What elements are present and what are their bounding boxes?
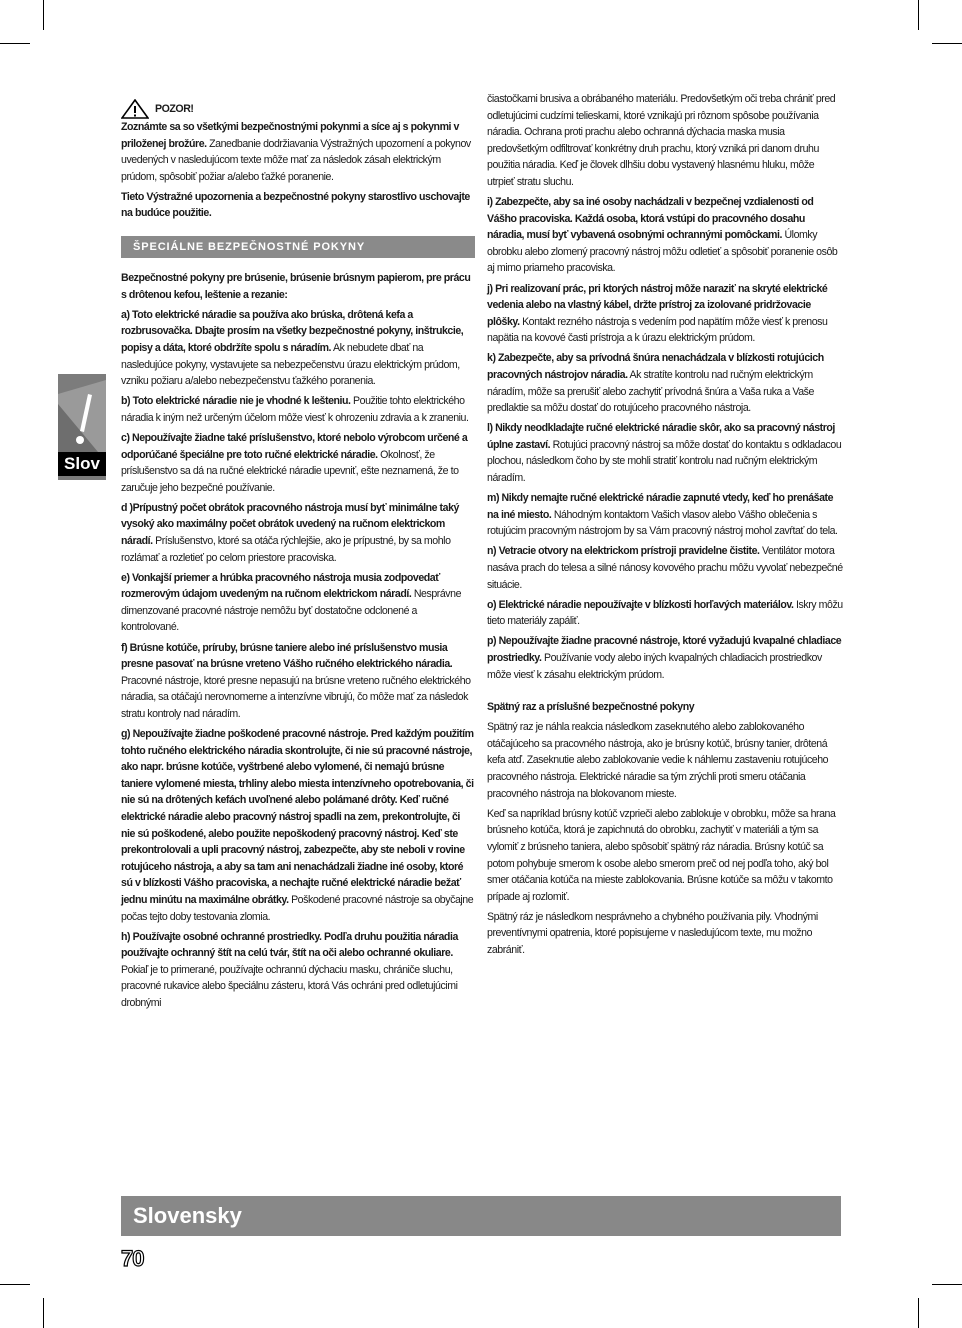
instruction-item: b) Toto elektrické náradie nie je vhodné k lešteniu. Použitie tohto elektrického náradia k iným než určeným účelom môže viesť k ohrozeniu zdravia a k zraneniu.	[121, 395, 469, 424]
instruction-item: p) Nepoužívajte žiadne pracovné nástroje, ktoré vyžadujú kvapalné chladiace prostriedky. Používanie vody alebo iných kvapalných chladiacich prostriedkov môže viesť k zásahu elektrickým prúdom.	[487, 635, 842, 681]
left-column	[121, 99, 475, 1015]
page-number: 70	[121, 1246, 144, 1271]
instruction-item: h) Používajte osobné ochranné prostriedky. Podľa druhu použitia náradia používajte ochranný štít na celú tvár, štít na oči alebo ochranné okuliare. Pokiaľ je to primerané, používajte ochrannú dýchaciu masku, chrániče sluchu, pracovné rukavice alebo špeciálnu zásteru, ktorá Vás ochráni pred odletujúcimi drobnými	[121, 930, 458, 1009]
instruction-item: d )Prípustný počet obrátok pracovného nástroja musí byť minimálne taký vysoký ako maximálny počet obrátok uvedený na ručnom elektrickom náradí. Príslušenstvo, ktoré sa otáča rýchlejšie, ako je prípustné, by sa mohlo rozlámať a rozletieť po celom priestore pracoviska.	[121, 501, 459, 564]
instruction-item: m) Nikdy nemajte ručné elektrické náradie zapnuté vtedy, keď ho prenášate na iné miesto. Náhodným kontaktom Vašich vlasov alebo Vášho oblečenia s rotujúcim pracovným nástrojom by sa Vám pracovný nástroj mohol zavŕtať do tela.	[487, 492, 838, 538]
crop-mark	[0, 1284, 30, 1285]
kickback-paragraph: Keď sa napríklad brúsny kotúč vzprieči alebo zablokuje v obrobku, môže sa hrana brúsneho kotúča, ktorá je zapichnutá do obrobku, zachytiť v materiáli a tým sa vylomiť z brúsneho taniera, alebo spôsobiť spätný ráz náradia. Brúsny kotúč sa potom pohybuje smerom k osobe alebo smerom preč od nej podľa toho, aký bol smer otáčania kotúča na mieste zablokovania. Brúsne kotúče sa môžu v takomto prípade aj rozlomiť.	[487, 807, 836, 903]
instruction-item: Bezpečnostné pokyny pre brúsenie, brúsenie brúsnym papierom, pre prácu s drôtenou kefou, leštenie a rezanie:	[121, 272, 471, 301]
crop-mark	[932, 43, 962, 44]
instruction-item: j) Pri realizovaní prác, pri ktorých nástroj môže naraziť na skryté elektrické vedenia alebo na vlastný kábel, držte prístroj za izolované pridržovacie plôšky. Kontakt rezného nástroja s vedením pod napätím môže viesť k prenosu napätia na kovové časti prístroja a k úrazu elektrickým prúdom.	[487, 282, 828, 345]
instruction-item: čiastočkami brusiva a obrábaného materiálu. Predovšetkým oči treba chrániť pred odletujúcimi cudzími telieskami, ktoré vznikajú pri rôznom spôsobe používania náradia. Ochrana proti prachu alebo ochranná dýchacia maska musia predovšetkým odfiltrovať konkrétny druh prachu, ktorý vzniká pri danom druhu použitia náradia. Keď je človek dlhšiu dobu vystavený hlasnému hluku, môže utrpieť stratu sluchu.	[487, 93, 836, 188]
kickback-paragraph: Spätný ráz je následkom nesprávneho a chybného používania pily. Vhodnými preventívnymi opatrenia, ktoré popisujeme v nasledujúcom texte, mu možno zabrániť.	[487, 910, 818, 956]
kickback-title: Spätný raz a príslušné bezpečnostné pokyny	[487, 701, 695, 714]
warning-title: POZOR!	[155, 102, 194, 115]
instruction-item: k) Zabezpečte, aby sa prívodná šnúra nenachádzala v blízkosti rotujúcich pracovných nástrojov náradia. Ak stratíte kontrolu nad ručným elektrickým náradím, môže sa prerušiť alebo zachytiť prívodná šnúra a Vaša ruka a Vaše predlaktie sa môžu dostať do rotujúceho pracovného nástroja.	[487, 352, 824, 415]
instruction-item: a) Toto elektrické náradie sa používa ako brúska, drôtená kefa a rozbrusovačka. Dbajte prosím na všetky bezpečnostné pokyny, inštrukcie, popisy a dáta, ktoré obdržíte spolu s náradím. Ak nebudete dbať na nasledujúce pokyny, vystavujete sa nebezpečenstvu úrazu elektrickým prúdom, vzniku požiaru a/alebo nebezpečenstvu ťažkého poranenia.	[121, 308, 464, 388]
crop-mark	[43, 0, 44, 30]
right-items	[487, 91, 843, 683]
side-tab	[58, 374, 106, 480]
footer-language-bar: Slovensky	[121, 1196, 841, 1236]
crop-mark	[0, 43, 30, 44]
section-title: ŠPECIÁLNE BEZPEČNOSTNÉ POKYNY	[121, 236, 475, 258]
right-column	[487, 91, 843, 962]
instruction-item: f) Brúsne kotúče, príruby, brúsne taniere alebo iné príslušenstvo musia presne pasovať na brúsne vreteno Vášho ručného elektrického náradia. Pracovné nástroje, ktoré presne nepasujú na brúsne vreteno ručného elektrického náradia, sa otáčajú nerovnomerne a intenzívne vibrujú, čo môže mať za následok stratu kontroly nad náradím.	[121, 641, 471, 720]
instruction-item: l) Nikdy neodkladajte ručné elektrické náradie skôr, ako sa pracovný nástroj úplne zastaví. Rotujúci pracovný nástroj sa môže dostať do kontaktu s odkladacou plochou, následkom čoho by ste mohli stratiť kontrolu nad ručným elektrickým náradím.	[487, 422, 842, 485]
crop-mark	[43, 1298, 44, 1328]
instruction-item: i) Zabezpečte, aby sa iné osoby nachádzali v bezpečnej vzdialenosti od Vášho pracoviska. Každá osoba, ktorá vstúpi do pracovného dosahu náradia, musí byť vybavená osobnými ochrannými pomôckami. Úlomky obrobku alebo zlomený pracovný nástroj môžu odletieť a spôsobiť poranenie osôb aj mimo priameho pracoviska.	[487, 196, 838, 275]
kickback-paragraph: Spätný raz je náhla reakcia následkom zaseknutého alebo zablokovaného otáčajúceho sa pracovného nástroja, ako je brúsny kotúč, brúsny tanier, drôtená kefa atď. Zaseknutie alebo zablokovanie vedie k náhlemu zastaveniu rotujúceho pracovného nástroja. Elektrické náradie sa tým zrýchli proti smeru otáčania pracovného nástroja na blokovanom mieste.	[487, 721, 829, 800]
instruction-item: g) Nepoužívajte žiadne poškodené pracovné nástroje. Pred každým použitím tohto ručného elektrického náradia skontrolujte, či nie sú pracovné nástroje, ako napr. brúsne kotúče, vyštrbené alebo vylomené, či nemajú brúsne taniere vylomené miesta, trhliny alebo miesta intenzívneho opotrebovania, či nie sú na drôtených kefách uvoľnené alebo polámané drôty. Keď ručné elektrické náradie alebo pracovný nástroj spadli na zem, prekontrolujte, či nie sú poškodené, alebo použite nepoškodený pracovný nástroj. Keď ste prekontrolovali a upli pracovný nástroj, zabezpečte, aby ste neboli v rovine rotujúceho nástroja, a aby sa tam ani nenachádzali žiadne iné osoby, ktoré sú v blízkosti Vášho pracoviska, a nechajte ručné elektrické náradie bežať jednu minútu na maximálne obrátky. Poškodené pracovné nástroje sa obyčajne počas tejto doby testovania zlomia.	[121, 728, 474, 923]
instruction-item: o) Elektrické náradie nepoužívajte v blízkosti horľavých materiálov. Iskry môžu tieto materiály zapáliť.	[487, 598, 843, 628]
crop-mark	[918, 1298, 919, 1328]
crop-mark	[932, 1284, 962, 1285]
warning-triangle-icon	[121, 99, 149, 119]
warning-icon	[58, 374, 106, 452]
instruction-item: e) Vonkajší priemer a hrúbka pracovného nástroja musia zodpovedať rozmerovým údajom uvedeným na ručnom elektrickom náradí. Nesprávne dimenzované pracovné nástroje nemôžu byť dostatočne odclonené a kontrolované.	[121, 571, 462, 634]
kickback-paragraphs	[487, 719, 843, 958]
left-items	[121, 270, 475, 1012]
warning-header	[121, 99, 475, 119]
crop-mark	[918, 0, 919, 30]
warning-intro: Zoznámte sa so všetkými bezpečnostnými pokynmi a síce aj s pokynmi v priloženej brožúre. Zanedbanie dodržiavania Výstražných upozornení a pokynov uvedených v nasledujúcom texte môže mať za následok zásah elektrickým prúdom, spôsobiť požiar a/alebo ťažké poranenie.	[121, 121, 471, 183]
instruction-item: c) Nepoužívajte žiadne také príslušenstvo, ktoré nebolo výrobcom určené a odporúčané špeciálne pre toto ručné elektrické náradie. Okolnosť, že príslušenstvo sa dá na ručné elektrické náradie upevniť, ešte neznamená, že to zaručuje jeho bezpečné používanie.	[121, 431, 468, 494]
instruction-item: n) Vetracie otvory na elektrickom prístroji pravidelne čistite. Ventilátor motora nasáva prach do telesa a silné nánosy kovového prachu môžu vyvolať nebezpečné situácie.	[487, 545, 843, 591]
side-tab-label: Slov	[58, 452, 106, 476]
warning-keep: Tieto Výstražné upozornenia a bezpečnostné pokyny starostlivo uschovajte na budúce použitie.	[121, 190, 470, 220]
